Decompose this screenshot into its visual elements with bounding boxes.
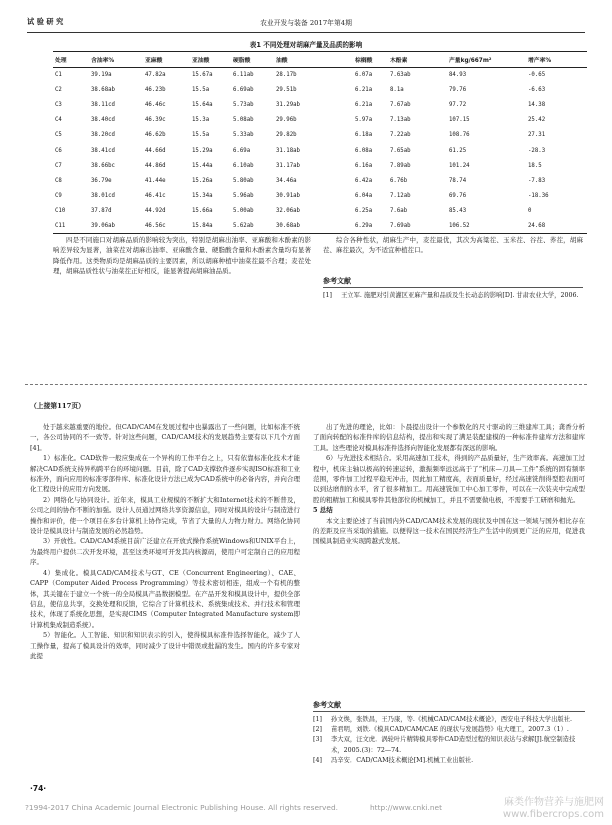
table-cell: C11 [53, 218, 89, 233]
table-cell: 85.43 [449, 207, 467, 214]
table-cell: 6.25a [355, 207, 373, 214]
table-cell: C1 [55, 72, 62, 79]
table-cell: 15.26a [192, 177, 213, 184]
table-cell: 106.52 [447, 218, 526, 233]
table-cell: 29.96b [276, 117, 297, 124]
upper-references-list [323, 291, 583, 301]
column-header: 亚麻酸 [143, 52, 190, 68]
table-cell: 30.68ab [274, 218, 353, 233]
table-cell: 7.69ab [388, 218, 447, 233]
table-cell: 38.68ab [91, 87, 115, 94]
footer-url: http://www.cnki.net [370, 803, 443, 812]
upper-references-rule [323, 287, 583, 288]
table-row [53, 83, 587, 98]
table-cell: 6.11ab [233, 72, 254, 79]
table-cell: 29.51b [276, 87, 297, 94]
table-cell: 28.17b [276, 72, 297, 79]
table-cell: 5.00ab [233, 207, 254, 214]
table-cell: 15.5a [192, 87, 210, 94]
table-cell: 7.65ab [390, 147, 411, 154]
continued-label: （上接第117页） [30, 402, 85, 410]
table-cell: 101.24 [449, 162, 470, 169]
watermark [503, 797, 604, 821]
table-cell: 7.13ab [390, 117, 411, 124]
table-row [53, 98, 587, 113]
table-cell: -0.65 [528, 72, 546, 79]
table-cell: 31.17ab [276, 162, 300, 169]
table-cell: 6.69a [233, 147, 251, 154]
table-cell: 7.63ab [390, 72, 411, 79]
table-cell: 84.93 [449, 72, 467, 79]
table-cell: -6.63 [528, 87, 546, 94]
watermark-line: www.fibercrops.com [502, 809, 604, 820]
table-cell: 15.64a [192, 102, 213, 109]
column-header: 增产率% [526, 52, 587, 68]
table-cell: 15.29a [192, 147, 213, 154]
table-cell: 7.22ab [390, 132, 411, 139]
column-header: 硬脂酸 [231, 52, 274, 68]
table-cell: -18.36 [528, 192, 549, 199]
table-cell: 97.72 [449, 102, 467, 109]
body-paragraph: 5）智能化。人工智能、知识和知识表示的引入，使得模具标准件选择智能化，减少了人工操作量，提高了模具设计的效率，同时减少了设计中错误或批漏的发生。国内的许多专家对此提 [30, 631, 300, 660]
table-cell: 6.18a [355, 132, 373, 139]
page-header [27, 14, 585, 30]
table-cell: C3 [55, 102, 62, 109]
table-cell: 6.21a [355, 102, 373, 109]
lower-right-column [313, 422, 585, 547]
table-cell: 69.76 [449, 192, 467, 199]
table-cell: 7.89ab [390, 162, 411, 169]
column-header: 含油率% [89, 52, 143, 68]
table-cell: 47.82a [145, 72, 166, 79]
column-header: 木酚素 [388, 52, 447, 68]
table-row [53, 143, 587, 158]
page-number: ·74· [30, 784, 47, 793]
table-cell: 36.79e [91, 177, 112, 184]
table-cell: 44.86d [145, 162, 166, 169]
table-cell: C4 [55, 117, 62, 124]
table-row [53, 128, 587, 143]
table-cell: 38.11cd [91, 102, 115, 109]
table-cell: 6.76b [390, 177, 408, 184]
journal-issue: 农业开发与装备 2017年第4期 [260, 19, 352, 27]
reference-item: [2] 苗君明，刘铁.《模具CAD/CAM/CAE 的现状与发展趋势》电大理工，2007.3（1）. [313, 726, 569, 734]
table-cell: 6.69ab [233, 87, 254, 94]
lower-references-title: 参考文献 [313, 701, 341, 709]
table-cell: 5.33ab [233, 132, 254, 139]
table-cell: 15.84a [190, 218, 231, 233]
table-cell: 61.25 [449, 147, 467, 154]
table-cell: C9 [55, 192, 62, 199]
table-cell: 37.87d [91, 207, 112, 214]
table-cell: 34.46a [276, 177, 297, 184]
table-cell: 6.29a [353, 218, 388, 233]
table-cell: 44.92d [145, 207, 166, 214]
table-cell: 5.97a [355, 117, 373, 124]
table-cell: 29.82b [276, 132, 297, 139]
table-cell: C7 [55, 162, 62, 169]
table-row [53, 173, 587, 188]
table-cell: 5.08ab [233, 117, 254, 124]
lower-references-rule [313, 711, 585, 712]
table-cell: 39.19a [91, 72, 112, 79]
table-cell: 78.74 [449, 177, 467, 184]
section-divider [25, 384, 587, 385]
table-body [53, 68, 587, 234]
body-paragraph: 处于越来越重要的地位。但CAD/CAM在发展过程中也暴露出了一些问题，比如标准不统一，各公司协同的不一致等。针对这些问题，CAD/CAM技术的发展趋势主要有以下几个方面[4]。 [30, 423, 300, 452]
table-cell: 18.5 [528, 162, 542, 169]
table-cell: C8 [55, 177, 62, 184]
table-cell: 6.08a [355, 147, 373, 154]
table-cell: 46.62b [145, 132, 166, 139]
table-cell: 30.91ab [276, 192, 300, 199]
table-cell: 32.06ab [276, 207, 300, 214]
table-cell: 7.12ab [390, 192, 411, 199]
column-header: 产量kg/667m² [447, 52, 526, 68]
table-cell: C10 [55, 207, 66, 214]
table-cell: 24.68 [526, 218, 587, 233]
table-cell: C5 [55, 132, 62, 139]
table-cell: 46.39c [145, 117, 166, 124]
footer-copyright: ?1994-2017 China Academic Journal Electronic Publishing House. All rights reserved. [25, 803, 339, 812]
watermark-line: 麻类作物营养与施肥网 [504, 797, 604, 808]
table-cell: 6.04a [355, 192, 373, 199]
table-cell: 6.42a [355, 177, 373, 184]
table-cell: 15.3a [192, 117, 210, 124]
body-paragraph: 6）与先进技术相结合。采用高速加工技术，得到的产品质量好，生产效率高。高速加工过程中，机床主轴以极高的转速运转，激振频率远远高于了“机床—刀具—工件”系统的固有频率范围，零件加工过程平稳无冲击，因此加工精度高，表面质量好，经过高速铣削得型腔表面可以到达磨削的水平，省了很多精加工。用高速铣加工中心加工零件，可以在一次装夹中完成型腔的粗精加工和模具零件其他部位的机械加工，并且不需要做电极，不需要手工研磨和抛光。 [313, 454, 585, 504]
table-cell: 108.76 [449, 132, 470, 139]
table-cell: 31.18ab [276, 147, 300, 154]
table-cell: 27.31 [528, 132, 546, 139]
table-cell: -7.83 [528, 177, 546, 184]
table-cell: 14.38 [528, 102, 546, 109]
body-paragraph: 3）开放性。CAD/CAM系统目前广泛建立在开放式操作系统Windows和UNIX平台上，为最终用户提供二次开发环境，甚至这类环境可开发其内核源码，使用户可定制自己的应用程序。 [30, 537, 300, 567]
data-table [53, 51, 587, 234]
table-cell: 0 [528, 207, 532, 214]
table-cell: 8.1a [390, 87, 404, 94]
lower-references-list [313, 715, 585, 766]
reference-item: [1] 孙文焕，张铁昌，王乃康，等.《机械CAD/CAM技术概论》，西安电子科技大学出版社. [313, 716, 572, 723]
upper-right-paragraph: 综合各种性状，胡麻生产中，麦茬最优，其次为高粱茬、玉米茬、谷茬、荞茬，胡麻茬、麻茬最次，为不适宜种植茬口。 [323, 236, 583, 255]
table-cell: 15.44a [192, 162, 213, 169]
table-cell: 38.20cd [91, 132, 115, 139]
table-row [53, 113, 587, 128]
header-rule [27, 32, 585, 33]
column-header: 亚油酸 [190, 52, 231, 68]
table-title: 表1 不同处理对胡麻产量及品质的影响 [249, 41, 363, 49]
table-cell: 5.80ab [233, 177, 254, 184]
table-cell: 38.41cd [91, 147, 115, 154]
table-cell: C6 [55, 147, 62, 154]
table-cell: 5.73ab [233, 102, 254, 109]
reference-item: [3] 李大双，汪文虎．涡轮叶片精铸模具零件CAD造型过程的知识表达与求解[J].航空制造技术，2005.(3)：72—74. [313, 736, 576, 754]
table-cell: 6.16a [355, 162, 373, 169]
table-cell: 79.76 [449, 87, 467, 94]
table-cell: 6.07a [355, 72, 373, 79]
table-cell: 25.42 [528, 117, 546, 124]
table-cell: 6.21a [355, 87, 373, 94]
table-cell: 39.06ab [89, 218, 143, 233]
table-cell: 46.46c [145, 102, 166, 109]
table-cell: 5.62ab [231, 218, 274, 233]
table-cell: 15.34a [192, 192, 213, 199]
reference-item: [4] 冯辛安．CAD/CAM技术概论[M].机械工业出版社. [313, 756, 474, 764]
table-cell: 6.10ab [233, 162, 254, 169]
table-cell: 38.40cd [91, 117, 115, 124]
column-header: 处理 [53, 52, 89, 68]
body-paragraph: 出了先进的理论，比如：卜晨提出设计一个参数化的尺寸驱动的三维建库工具；龚香分析了面向转配的标准件库的信息结构，提出和实现了满足装配建模的一种标准件建库方法和建库工具。这些理论对模具标准件选择向智能化发展都有深远的影响。 [313, 423, 585, 452]
table-cell: 38.66bc [91, 162, 115, 169]
summary-heading: 5 总结 [313, 506, 333, 515]
summary-paragraph: 本文主要论述了当前国内外CAD/CAM技术发展的现状及中国在这一领域与国外相比存在的差距及应当采取的措施。以便得这一技术在国民经济生产生活中的到更广泛的应用，促进我国模具制造业实现跨越式发展。 [313, 516, 585, 546]
table-cell: 15.66a [192, 207, 213, 214]
table-cell: C2 [55, 87, 62, 94]
table-cell: 38.01cd [91, 192, 115, 199]
table-cell: 46.23b [145, 87, 166, 94]
table-cell: 7.67ab [390, 102, 411, 109]
table-cell: 31.29ab [276, 102, 300, 109]
table-cell: 46.56c [143, 218, 190, 233]
table-row [53, 218, 587, 233]
body-paragraph: 4）集成化。模具CAD/CAM技术与GT、CE（Concurrent Engineering）、CAE、CAPP（Computer Aided Process Programming）等技术密切相连，组成一个有机的整体，其关键在于建立一个统一的全局模具产品数据模型。在产品开发和模具设计中，提供全部信息，使信息共享，交换处理和反馈，它综合了计算机技术、系统集成技术、并行技术和管理技术，体现了系统化思想，是实现CIMS（Computer Integrated Manufacture system即计算机集成制造系统）。 [30, 568, 300, 629]
body-paragraph: 2）网络化与协同设计。近年来，模具工业规模的不断扩大和Internet技术的不断普及，公司之间的协作不断的加强。设计人员通过网络共享资源信息，同时对模具的设计与制造进行操作和评价，使一个项目在多台计算机上协作完成，节省了大量的人力物力财力。网络化协同设计是模具设计与制造发展的必然趋势。 [30, 495, 300, 536]
table-row [53, 203, 587, 218]
table-row [53, 68, 587, 83]
lower-left-column [30, 422, 300, 661]
table-cell: 15.5a [192, 132, 210, 139]
table-row [53, 188, 587, 203]
table-cell: 41.44e [145, 177, 166, 184]
table-cell: 44.66d [145, 147, 166, 154]
table-cell: 5.96ab [233, 192, 254, 199]
table-cell: 7.6ab [390, 207, 408, 214]
column-header: 棕榈酸 [353, 52, 388, 68]
column-header: 油酸 [274, 52, 353, 68]
table-cell: 107.15 [449, 117, 470, 124]
table-header-row [53, 52, 587, 68]
upper-left-paragraph: 四是不同施口对胡麻品质的影响较为突出，特别是胡麻出油率、亚麻酸和木酚素的影响差异较为显著，油菜茬对胡麻出油率、亚麻酸含量、硬脂酸含量和木酚素含量均有显著降低作用。这类物质均是胡麻品质的主要因素，所以胡麻种植中油菜茬最不合理；麦茬处理，胡麻品质性状与油菜茬正好相反，能显著提高胡麻油品质。 [53, 236, 311, 276]
table-cell: -28.3 [528, 147, 546, 154]
table-cell: 15.67a [192, 72, 213, 79]
reference-item: [1] 王立军. 施肥对引黄灌区亚麻产量和品质及生长动态的影响[D]. 甘肃农业大学，2006. [323, 292, 579, 299]
section-label: 试 验 研 究 [27, 17, 64, 26]
body-paragraph: 1）标准化。CAD软件一般应集成在一个异构的工作平台之上，只有依靠标准化技术才能解决CAD系统支持异构跨平台的环境问题。目前，除了CAD支撑软件逐步实现ISO标准和工业标准外，面向应用的标准零部件库、标准化设计方法已成为CAD系统中的必备内容，并向合理化工程设计的应用方向发展。 [30, 454, 300, 494]
table-row [53, 158, 587, 173]
table-cell: 46.41c [145, 192, 166, 199]
upper-references-title: 参考文献 [323, 277, 351, 285]
